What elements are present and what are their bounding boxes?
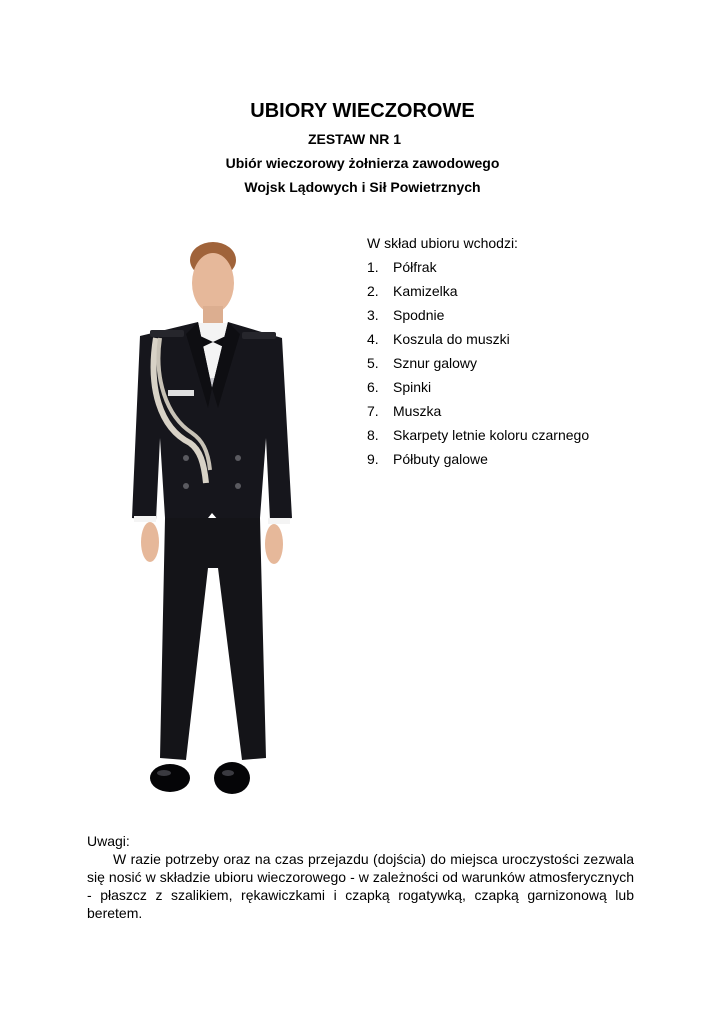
list-item-number: 3. <box>367 307 379 323</box>
epaulette-right <box>242 332 276 339</box>
list-item <box>367 258 589 282</box>
list-item-number: 5. <box>367 355 379 371</box>
notes-heading: Uwagi: <box>87 833 130 849</box>
list-item-label: Spinki <box>393 379 432 395</box>
jacket-button <box>235 483 241 489</box>
name-tag <box>168 390 194 396</box>
shirt-cuff-left <box>134 516 156 522</box>
page-title: UBIORY WIECZOROWE <box>250 100 475 122</box>
list-item <box>367 378 589 402</box>
notes-section <box>87 832 634 922</box>
jacket-button <box>235 455 241 461</box>
list-item-label: Koszula do muszki <box>393 331 510 347</box>
composition-heading: W skład ubioru wchodzi: <box>367 235 518 251</box>
list-item-label: Półfrak <box>393 259 437 275</box>
mannequin-head <box>192 253 234 313</box>
list-item <box>367 426 589 450</box>
list-item-number: 1. <box>367 259 379 275</box>
epaulette-left <box>150 330 184 337</box>
jacket-button <box>183 483 189 489</box>
shoe-left-shine <box>157 770 171 776</box>
hand-left <box>141 522 159 562</box>
list-item <box>367 354 589 378</box>
subtitle-line-2: Wojsk Lądowych i Sił Powietrznych <box>244 179 481 195</box>
list-item-number: 6. <box>367 379 379 395</box>
list-item-label: Skarpety letnie koloru czarnego <box>393 427 590 443</box>
shoe-right <box>214 762 250 794</box>
list-item <box>367 330 589 354</box>
subtitle-line-1: Ubiór wieczorowy żołnierza zawodowego <box>225 155 500 171</box>
shirt-cuff-right <box>268 518 290 524</box>
list-item <box>367 306 589 330</box>
list-item-number: 9. <box>367 451 379 467</box>
set-number-text: ZESTAW NR 1 <box>307 131 402 147</box>
list-item-label: Muszka <box>393 403 442 419</box>
set-number <box>0 131 725 147</box>
list-item-label: Spodnie <box>393 307 445 323</box>
shoe-left <box>150 764 190 792</box>
composition-list <box>367 234 589 474</box>
list-item-label: Kamizelka <box>393 283 458 299</box>
shoe-right-shine <box>222 770 234 776</box>
uniform-photo <box>120 238 310 808</box>
list-item-number: 7. <box>367 403 379 419</box>
list-item-number: 2. <box>367 283 379 299</box>
list-item <box>367 450 589 474</box>
list-item <box>367 402 589 426</box>
notes-body: W razie potrzeby oraz na czas przejazdu (dojścia) do miejsca uroczystości zezwala się nosić w składzie ubioru wieczorowego - w zależności od warunków atmosferycznych - płaszcz z szalikiem, rękawiczkami i czapką rogatywką, czapką garnizonową lub beretem. <box>87 851 634 921</box>
jacket-button <box>183 455 189 461</box>
trousers <box>160 518 266 760</box>
list-item-label: Sznur galowy <box>393 355 478 371</box>
list-item-label: Półbuty galowe <box>393 451 488 467</box>
hand-right <box>265 524 283 564</box>
list-item <box>367 282 589 306</box>
list-item-number: 8. <box>367 427 379 443</box>
list-item-number: 4. <box>367 331 379 347</box>
